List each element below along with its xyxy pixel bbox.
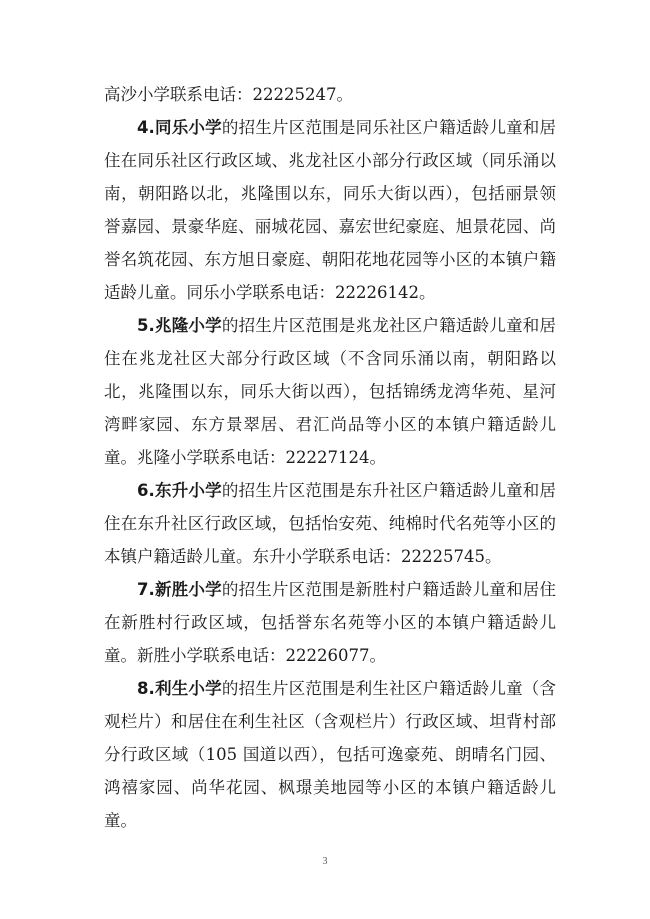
section-paragraph-5 bbox=[104, 309, 556, 474]
section-number: 8. bbox=[137, 679, 155, 698]
school-name: 新胜小学 bbox=[154, 580, 222, 599]
section-paragraph-6 bbox=[104, 474, 556, 573]
section-paragraph-4 bbox=[104, 111, 556, 309]
section-number: 5. bbox=[137, 316, 155, 335]
section-number: 6. bbox=[137, 481, 155, 500]
section-text: 的招生片区范围是新胜村户籍适龄儿童和居住在新胜村行政区域，包括誉东名苑等小区的本镇户籍适龄儿童。新胜小学联系电话：22226077。 bbox=[104, 580, 556, 665]
school-name: 利生小学 bbox=[154, 679, 222, 698]
section-number: 7. bbox=[137, 580, 155, 599]
school-name: 同乐小学 bbox=[154, 118, 222, 137]
section-text: 的招生片区范围是同乐社区户籍适龄儿童和居住在同乐社区行政区域、兆龙社区小部分行政区域（同乐涌以南，朝阳路以北，兆隆围以东，同乐大街以西），包括丽景领誉嘉园、景豪华庭、丽城花园、嘉宏世纪豪庭、旭景花园、尚誉名筑花园、东方旭日豪庭、朝阳花地花园等小区的本镇户籍适龄儿童。同乐小学联系电话：22226142。 bbox=[104, 118, 556, 302]
page-number: 3 bbox=[322, 856, 328, 867]
section-paragraph-7 bbox=[104, 573, 556, 672]
section-paragraph-8 bbox=[104, 672, 556, 837]
section-text: 的招生片区范围是利生社区户籍适龄儿童（含观栏片）和居住在利生社区（含观栏片）行政区域、坦背村部分行政区域（105 国道以西），包括可逸豪苑、朗晴名门园、鸿禧家园、尚华花园、枫璟美地园等小区的本镇户籍适龄儿童。 bbox=[104, 679, 556, 830]
intro-paragraph bbox=[104, 78, 556, 111]
section-number: 4. bbox=[137, 118, 155, 137]
school-name: 兆隆小学 bbox=[154, 316, 222, 335]
section-text: 的招生片区范围是兆龙社区户籍适龄儿童和居住在兆龙社区大部分行政区域（不含同乐涌以南，朝阳路以北，兆隆围以东，同乐大街以西），包括锦绣龙湾华苑、星河湾畔家园、东方景翠居、君汇尚品等小区的本镇户籍适龄儿童。兆隆小学联系电话：22227124。 bbox=[104, 316, 556, 467]
intro-text: 高沙小学联系电话：22225247。 bbox=[104, 85, 353, 104]
document-body bbox=[104, 78, 556, 837]
school-name: 东升小学 bbox=[154, 481, 222, 500]
section-text: 的招生片区范围是东升社区户籍适龄儿童和居住在东升社区行政区域，包括怡安苑、纯棉时代名苑等小区的本镇户籍适龄儿童。东升小学联系电话：22225745。 bbox=[104, 481, 556, 566]
